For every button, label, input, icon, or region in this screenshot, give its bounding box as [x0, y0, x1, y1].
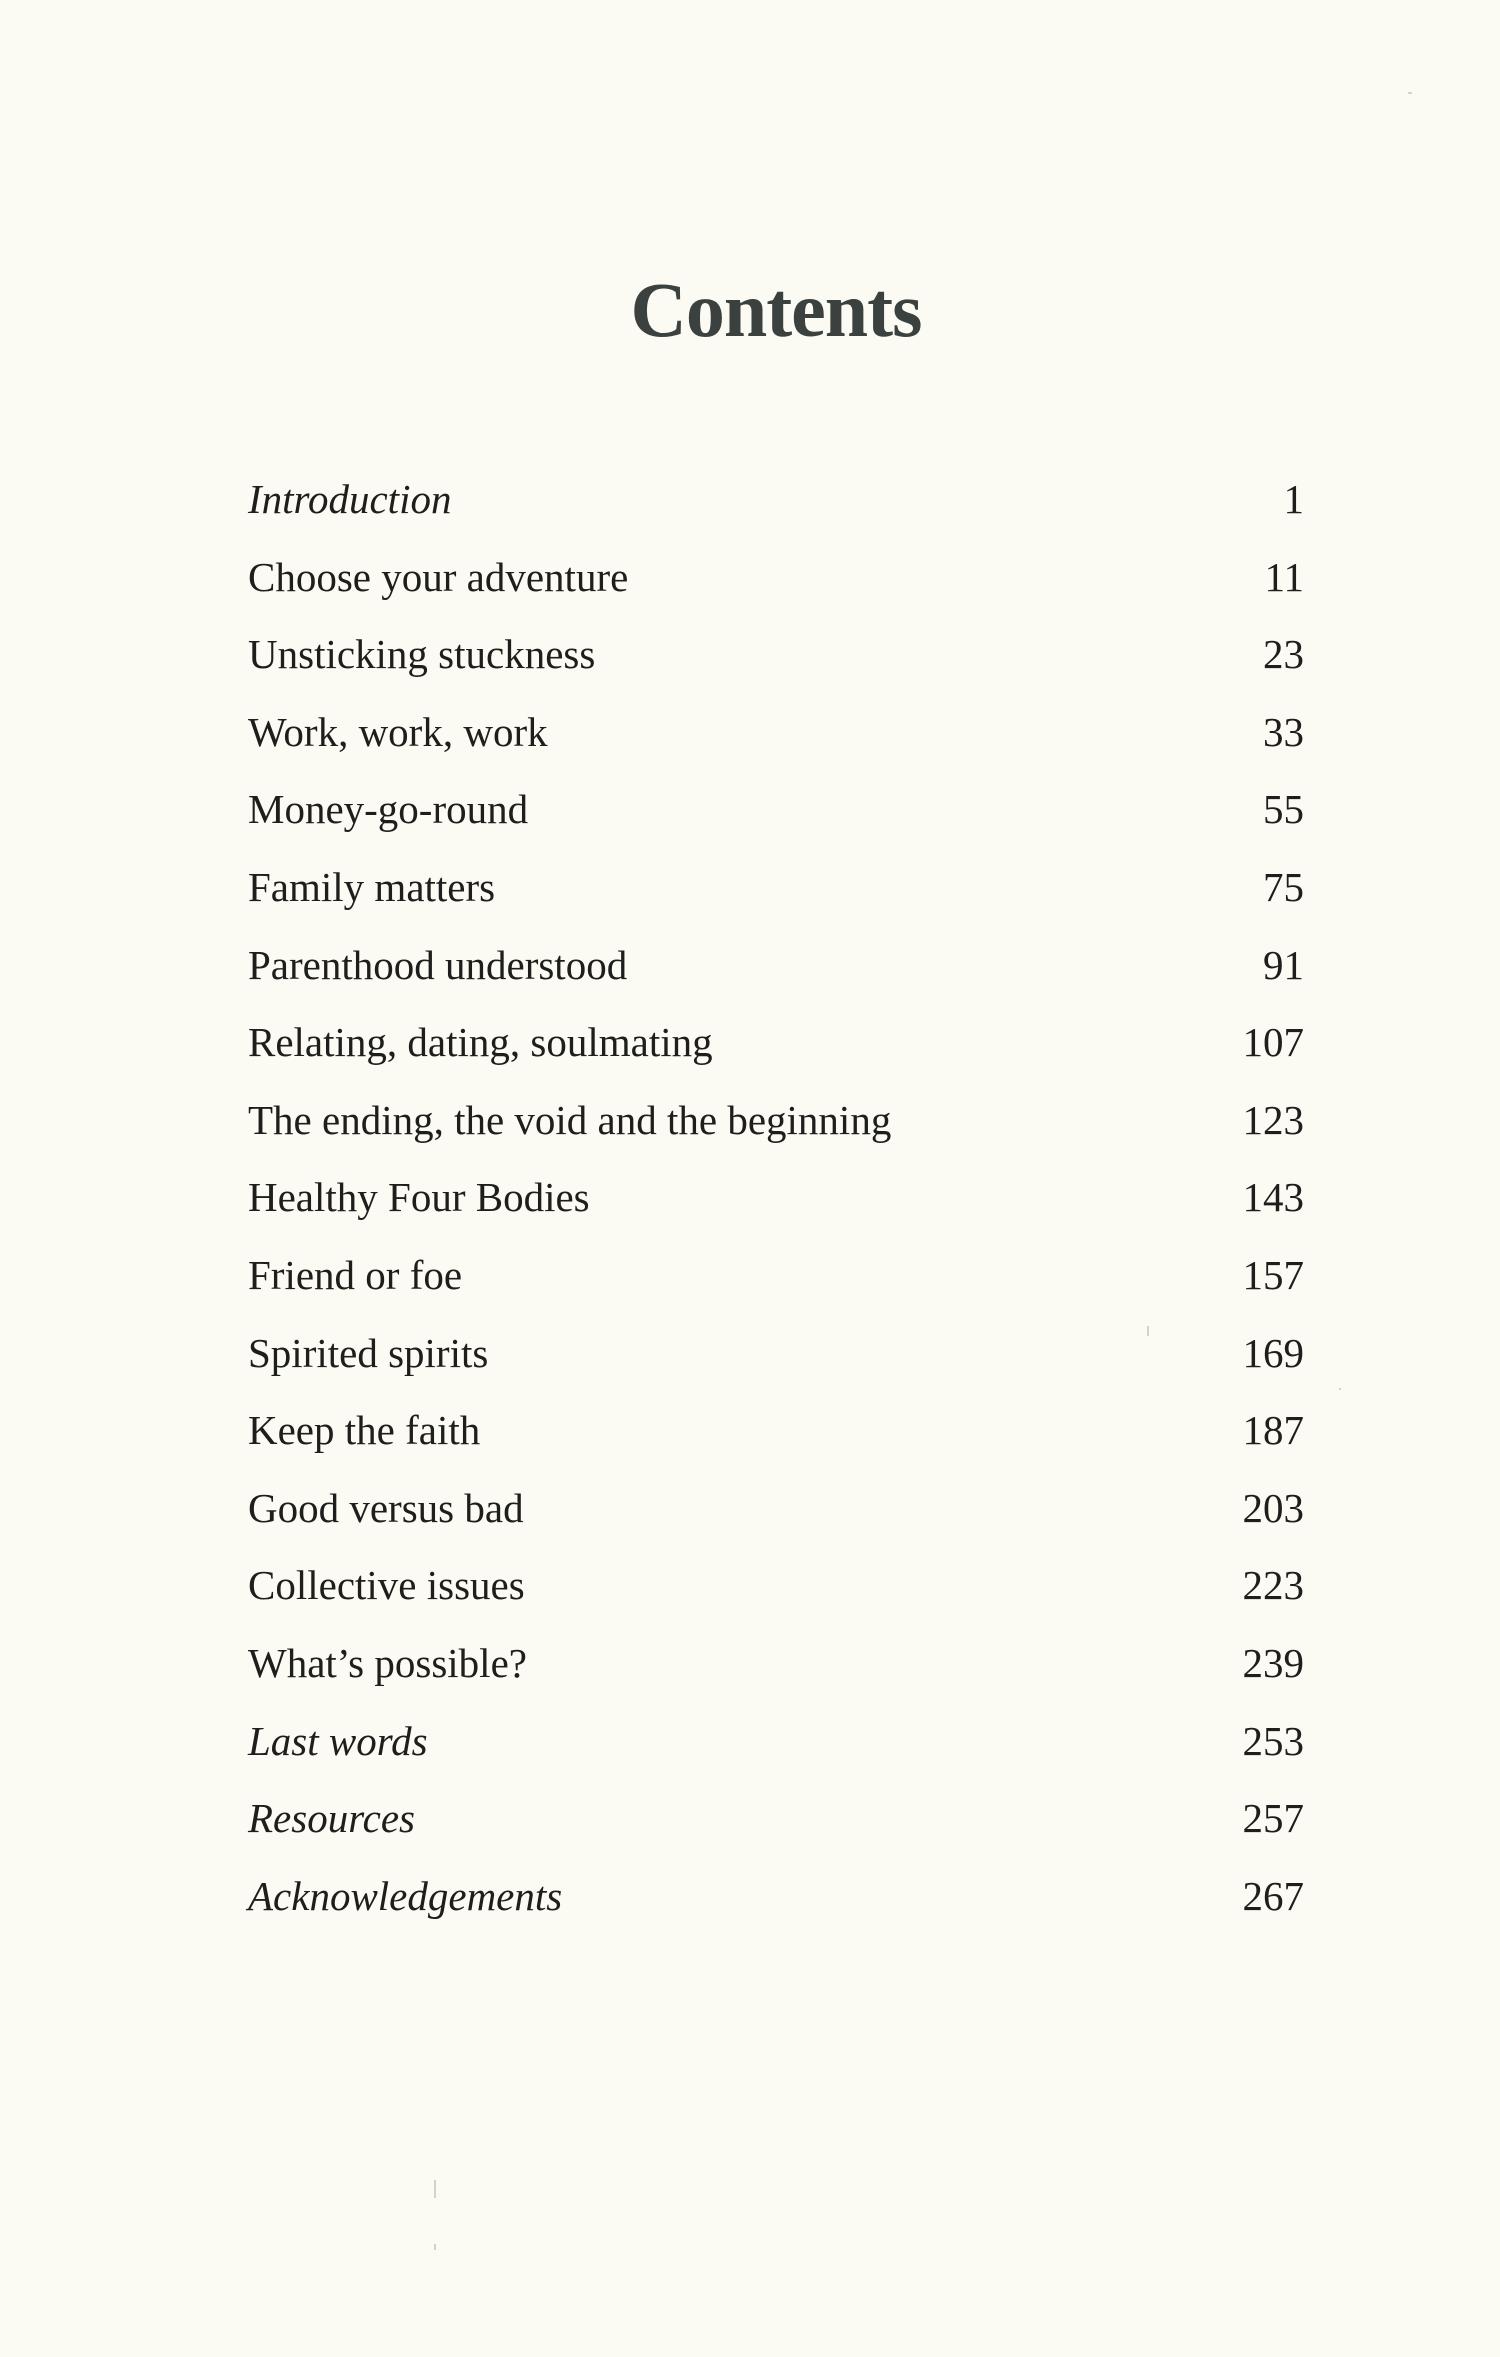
toc-entry-title: Good versus bad [248, 1484, 524, 1531]
toc-entry-title: Keep the faith [248, 1407, 481, 1454]
toc-entry[interactable] [248, 699, 1304, 777]
toc-entry[interactable] [248, 1708, 1304, 1786]
toc-entry[interactable] [248, 621, 1304, 699]
scan-speck [434, 2180, 436, 2198]
toc-entry-page: 239 [1242, 1639, 1304, 1686]
toc-entry-page: 33 [1263, 708, 1304, 755]
toc-entry-page: 169 [1242, 1329, 1304, 1376]
toc-entry-title: Introduction [248, 476, 452, 522]
toc-entry-title: Unsticking stuckness [248, 631, 596, 678]
toc-entry[interactable] [248, 1397, 1304, 1475]
toc-entry[interactable] [248, 1630, 1304, 1708]
toc-entry-page: 11 [1264, 553, 1304, 600]
toc-entry[interactable] [248, 544, 1304, 622]
toc-entry-title: Money-go-round [248, 786, 529, 833]
toc-entry[interactable] [248, 1009, 1304, 1087]
scan-speck [434, 2244, 436, 2250]
toc-entry-title: Relating, dating, soulmating [248, 1019, 713, 1066]
toc-entry[interactable] [248, 932, 1304, 1010]
toc-entry[interactable] [248, 1475, 1304, 1553]
toc-entry-page: 223 [1242, 1562, 1304, 1609]
toc-entry-page: 267 [1242, 1872, 1304, 1919]
toc-entry-title: The ending, the void and the beginning [248, 1096, 892, 1143]
toc-entry[interactable] [248, 1552, 1304, 1630]
toc-entry-page: 187 [1242, 1407, 1304, 1454]
toc-entry-page: 75 [1263, 863, 1304, 910]
toc-entry-title: Parenthood understood [248, 941, 628, 988]
toc-entry[interactable] [248, 1320, 1304, 1398]
toc-entry-title: Choose your adventure [248, 553, 629, 600]
toc-entry[interactable] [248, 1164, 1304, 1242]
toc-entry-title: Healthy Four Bodies [248, 1174, 590, 1221]
toc-entry[interactable] [248, 776, 1304, 854]
toc-entry-title: What’s possible? [248, 1639, 527, 1686]
toc-entry[interactable] [248, 854, 1304, 932]
toc-entry-title: Acknowledgements [248, 1872, 563, 1919]
scan-speck [1147, 1326, 1149, 1336]
table-of-contents [248, 466, 1304, 1940]
toc-entry-page: 143 [1242, 1174, 1304, 1221]
scan-speck [1408, 92, 1412, 94]
toc-entry-title: Collective issues [248, 1562, 525, 1609]
toc-entry[interactable] [248, 1087, 1304, 1165]
toc-entry[interactable] [248, 466, 1304, 544]
toc-entry-page: 123 [1242, 1096, 1304, 1143]
toc-entry-page: 55 [1263, 786, 1304, 833]
toc-entry-title: Resources [248, 1795, 415, 1842]
toc-entry-page: 203 [1242, 1484, 1304, 1531]
toc-entry-title: Family matters [248, 863, 496, 910]
toc-entry[interactable] [248, 1785, 1304, 1863]
toc-entry-title: Last words [248, 1717, 428, 1764]
toc-entry-page: 157 [1242, 1251, 1304, 1298]
toc-entry-title: Friend or foe [248, 1251, 463, 1298]
toc-entry-page: 253 [1242, 1717, 1304, 1764]
toc-entry[interactable] [248, 1863, 1304, 1941]
toc-entry-page: 91 [1263, 941, 1304, 988]
page-title: Contents [630, 266, 922, 353]
toc-entry-title: Work, work, work [248, 708, 548, 755]
toc-entry-page: 107 [1242, 1019, 1304, 1066]
toc-entry-page: 23 [1263, 631, 1304, 678]
toc-entry[interactable] [248, 1242, 1304, 1320]
toc-entry-page: 257 [1242, 1795, 1304, 1842]
scan-speck [1339, 1388, 1341, 1390]
toc-entry-title: Spirited spirits [248, 1329, 489, 1376]
toc-entry-page: 1 [1283, 476, 1304, 522]
